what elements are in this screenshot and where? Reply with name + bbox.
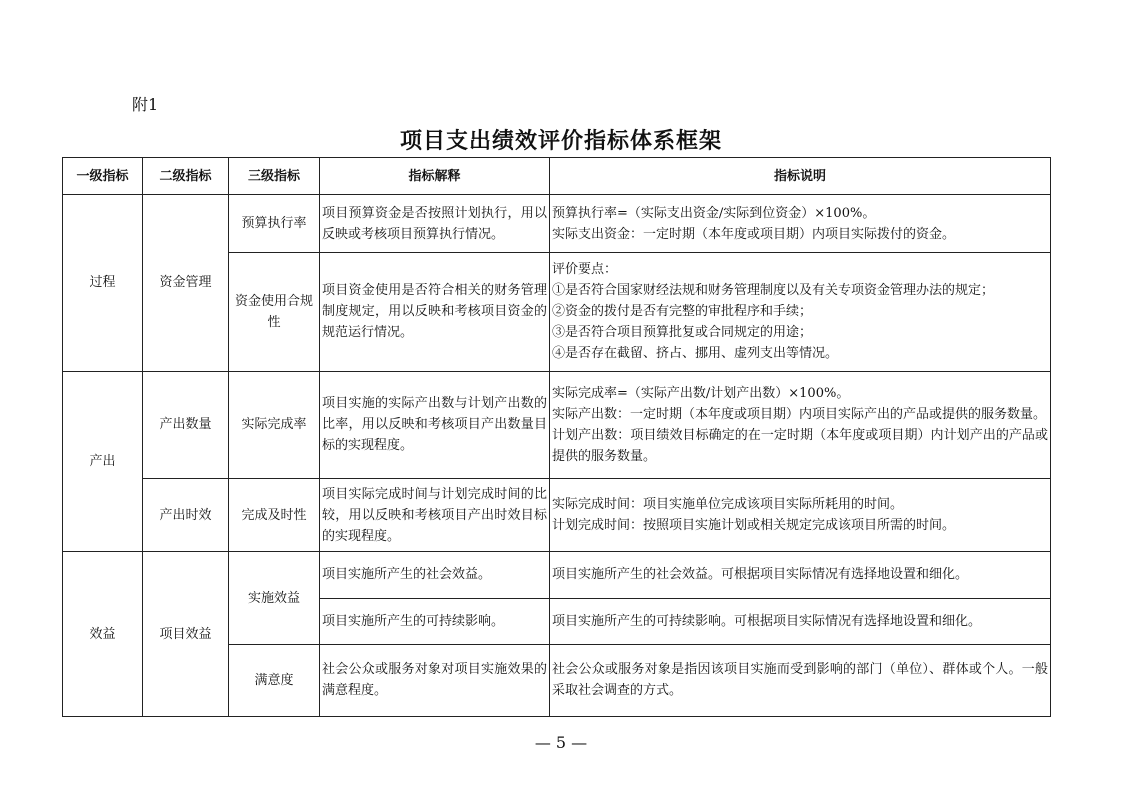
description-cell: 项目实施所产生的可持续影响。可根据项目实际情况有选择地设置和细化。 [550, 598, 1051, 644]
description-line: 实际支出资金：一定时期（本年度或项目期）内项目实际拨付的资金。 [552, 226, 956, 242]
description-cell: 社会公众或服务对象是指因该项目实施而受到影响的部门（单位）、群体或个人。一般采取社会调查的方式。 [550, 644, 1051, 716]
explanation-cell: 项目实施的实际产出数与计划产出数的比率，用以反映和考核项目产出数量目标的实现程度。 [320, 371, 550, 478]
level2-fund-management: 资金管理 [143, 195, 229, 372]
table-row [63, 552, 1051, 598]
level3-completion-timeliness: 完成及时性 [229, 479, 320, 552]
description-line: 评价要点： [552, 262, 618, 278]
indicator-framework-table [62, 157, 1051, 717]
explanation-cell: 项目实施所产生的可持续影响。 [320, 598, 550, 644]
explanation-cell: 项目预算资金是否按照计划执行，用以反映或考核项目预算执行情况。 [320, 195, 550, 253]
header-row [63, 158, 1051, 195]
description-line: ③是否符合项目预算批复或合同规定的用途； [552, 325, 813, 341]
table-row [63, 195, 1051, 253]
level2-project-benefit: 项目效益 [143, 552, 229, 717]
description-line: 实际完成率=（实际产出数/计划产出数）×100%。 [552, 385, 850, 401]
page-title: 项目支出绩效评价指标体系框架 [399, 128, 722, 154]
explanation-cell: 项目实施所产生的社会效益。 [320, 552, 550, 598]
description-line: 实际产出数：一定时期（本年度或项目期）内项目实际产出的产品或提供的服务数量。 [552, 406, 1047, 422]
description-cell [550, 253, 1051, 371]
header-explanation: 指标解释 [320, 158, 550, 195]
page-number: — 5 — [534, 733, 588, 752]
description-cell [550, 371, 1051, 478]
description-line: ②资金的拨付是否有完整的审批程序和手续； [552, 304, 813, 320]
level1-output: 产出 [63, 371, 143, 552]
annex-label: 附1 [132, 95, 159, 114]
explanation-cell: 项目资金使用是否符合相关的财务管理制度规定，用以反映和考核项目资金的规范运行情况。 [320, 253, 550, 371]
level3-budget-execution-rate: 预算执行率 [229, 195, 320, 253]
description-line: 计划产出数：项目绩效目标确定的在一定时期（本年度或项目期）内计划产出的产品或提供的服务数量。 [552, 427, 1048, 464]
description-cell [550, 479, 1051, 552]
level3-actual-completion-rate: 实际完成率 [229, 371, 320, 478]
header-level3: 三级指标 [229, 158, 320, 195]
table-row [63, 479, 1051, 552]
level3-implementation-benefit: 实施效益 [229, 552, 320, 644]
header-level2: 二级指标 [143, 158, 229, 195]
header-description: 指标说明 [550, 158, 1051, 195]
level3-fund-compliance: 资金使用合规性 [229, 253, 320, 371]
level2-output-timeliness: 产出时效 [143, 479, 229, 552]
description-cell [550, 195, 1051, 253]
description-line: ①是否符合国家财经法规和财务管理制度以及有关专项资金管理办法的规定； [552, 283, 995, 299]
level3-satisfaction: 满意度 [229, 644, 320, 716]
level2-output-quantity: 产出数量 [143, 371, 229, 478]
description-line: 预算执行率=（实际支出资金/实际到位资金）×100%。 [552, 205, 876, 221]
description-line: 实际完成时间：项目实施单位完成该项目实际所耗用的时间。 [552, 497, 904, 513]
table-row [63, 371, 1051, 478]
header-level1: 一级指标 [63, 158, 143, 195]
description-line: ④是否存在截留、挤占、挪用、虚列支出等情况。 [552, 346, 839, 362]
description-line: 计划完成时间：按照项目实施计划或相关规定完成该项目所需的时间。 [552, 518, 956, 534]
level1-benefit: 效益 [63, 552, 143, 717]
explanation-cell: 项目实际完成时间与计划完成时间的比较，用以反映和考核项目产出时效目标的实现程度。 [320, 479, 550, 552]
description-cell: 项目实施所产生的社会效益。可根据项目实际情况有选择地设置和细化。 [550, 552, 1051, 598]
level1-process: 过程 [63, 195, 143, 372]
explanation-cell: 社会公众或服务对象对项目实施效果的满意程度。 [320, 644, 550, 716]
